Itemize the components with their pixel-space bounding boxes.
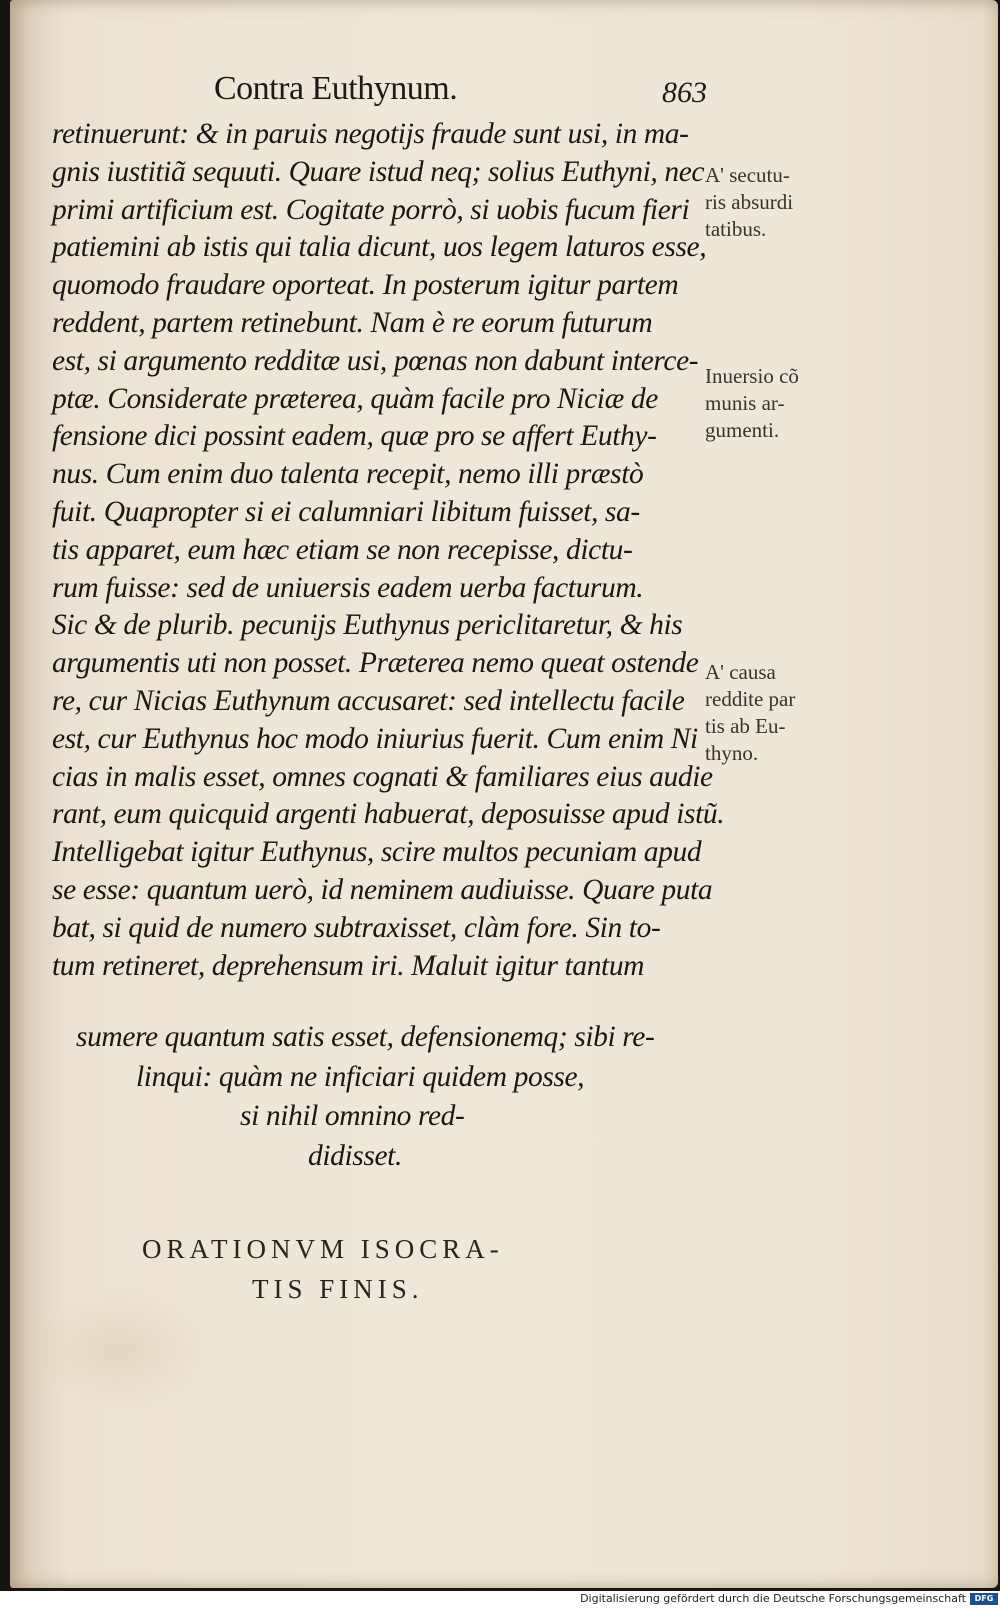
text-line: primi artificium est. Cogitate porrò, si uobis fucum fieri xyxy=(52,193,690,226)
text-line: reddent, partem retinebunt. Nam è re eorum futurum xyxy=(52,306,653,339)
margin-note xyxy=(705,162,793,243)
margin-note-line: ris absurdi xyxy=(705,190,794,214)
tail-line: linqui: quàm ne inficiari quidem posse, xyxy=(136,1061,585,1093)
text-line: nus. Cum enim duo talenta recepit, nemo illi præstò xyxy=(52,458,644,491)
margin-note-line: munis ar- xyxy=(705,391,785,415)
margin-note-line: A' secutu- xyxy=(705,163,790,187)
text-line: quomodo fraudare oporteat. In posterum igitur partem xyxy=(52,269,679,302)
margin-note-line: thyno. xyxy=(705,741,759,765)
text-line: se esse: quantum uerò, id neminem audiuisse. Quare puta xyxy=(52,873,713,906)
tail-line: didisset. xyxy=(308,1140,402,1172)
text-line: ptæ. Considerate præterea, quàm facile pro Niciæ de xyxy=(52,382,658,415)
margin-note-line: tis ab Eu- xyxy=(705,714,786,738)
text-line: rant, eum quicquid argenti habuerat, deposuisse apud istũ. xyxy=(52,798,725,831)
text-line: rum fuisse: sed de uniuersis eadem uerba facturum. xyxy=(52,571,644,604)
text-line: fensione dici possint eadem, quæ pro se affert Euthy- xyxy=(52,420,657,453)
text-line: gnis iustitiã sequuti. Quare istud neq; solius Euthyni, nec xyxy=(52,155,705,188)
margin-note xyxy=(705,659,795,767)
text-line: est, cur Euthynus hoc modo iniurius fuerit. Cum enim Ni xyxy=(52,722,698,755)
text-line: cias in malis esset, omnes cognati & familiares eius audie xyxy=(52,760,713,793)
text-line: est, si argumento redditæ usi, pœnas non dabunt interce- xyxy=(52,344,699,377)
finis-line: TIS FINIS. xyxy=(252,1274,424,1304)
finis-line: ORATIONVM ISOCRA- xyxy=(142,1234,504,1264)
margin-note-line: gumenti. xyxy=(705,418,780,442)
tail-line: si nihil omnino red- xyxy=(240,1100,465,1132)
text-line: Sic & de plurib. pecunijs Euthynus periclitaretur, & his xyxy=(52,609,683,642)
funding-credit: Digitalisierung gefördert durch die Deutsche Forschungsgemeinschaft xyxy=(580,1592,966,1605)
margin-note-line: reddite par xyxy=(705,687,796,711)
running-head xyxy=(0,70,1000,110)
margin-note xyxy=(705,363,799,444)
margin-note-line: Inuersio cõ xyxy=(705,364,799,388)
dfg-logo: DFG xyxy=(970,1593,998,1605)
text-line: tis apparet, eum hæc etiam se non recepisse, dictu- xyxy=(52,533,633,566)
text-line: tum retineret, deprehensum iri. Maluit igitur tantum xyxy=(52,949,645,982)
margin-note-line: A' causa xyxy=(705,660,776,684)
text-line: retinuerunt: & in paruis negotijs fraude sunt usi, in ma- xyxy=(52,118,689,150)
page-number: 863 xyxy=(662,76,707,109)
text-line: Intelligebat igitur Euthynus, scire multos pecuniam apud xyxy=(52,836,702,869)
running-title: Contra Euthynum. xyxy=(214,70,458,107)
tail-line: sumere quantum satis esset, defensionemq; sibi re- xyxy=(76,1021,655,1053)
text-line: argumentis uti non posset. Præterea nemo queat ostende xyxy=(52,647,699,680)
text-line: bat, si quid de numero subtraxisset, clàm fore. Sin to- xyxy=(52,911,661,944)
margin-note-line: tatibus. xyxy=(705,217,767,241)
body-text xyxy=(52,116,725,985)
paper-stain xyxy=(30,1290,210,1410)
text-line: re, cur Nicias Euthynum accusaret: sed intellectu facile xyxy=(52,684,685,717)
text-line: fuit. Quapropter si ei calumniari libitum fuisset, sa- xyxy=(52,495,640,528)
text-line: patiemini ab istis qui talia dicunt, uos legem laturos esse, xyxy=(52,231,707,264)
